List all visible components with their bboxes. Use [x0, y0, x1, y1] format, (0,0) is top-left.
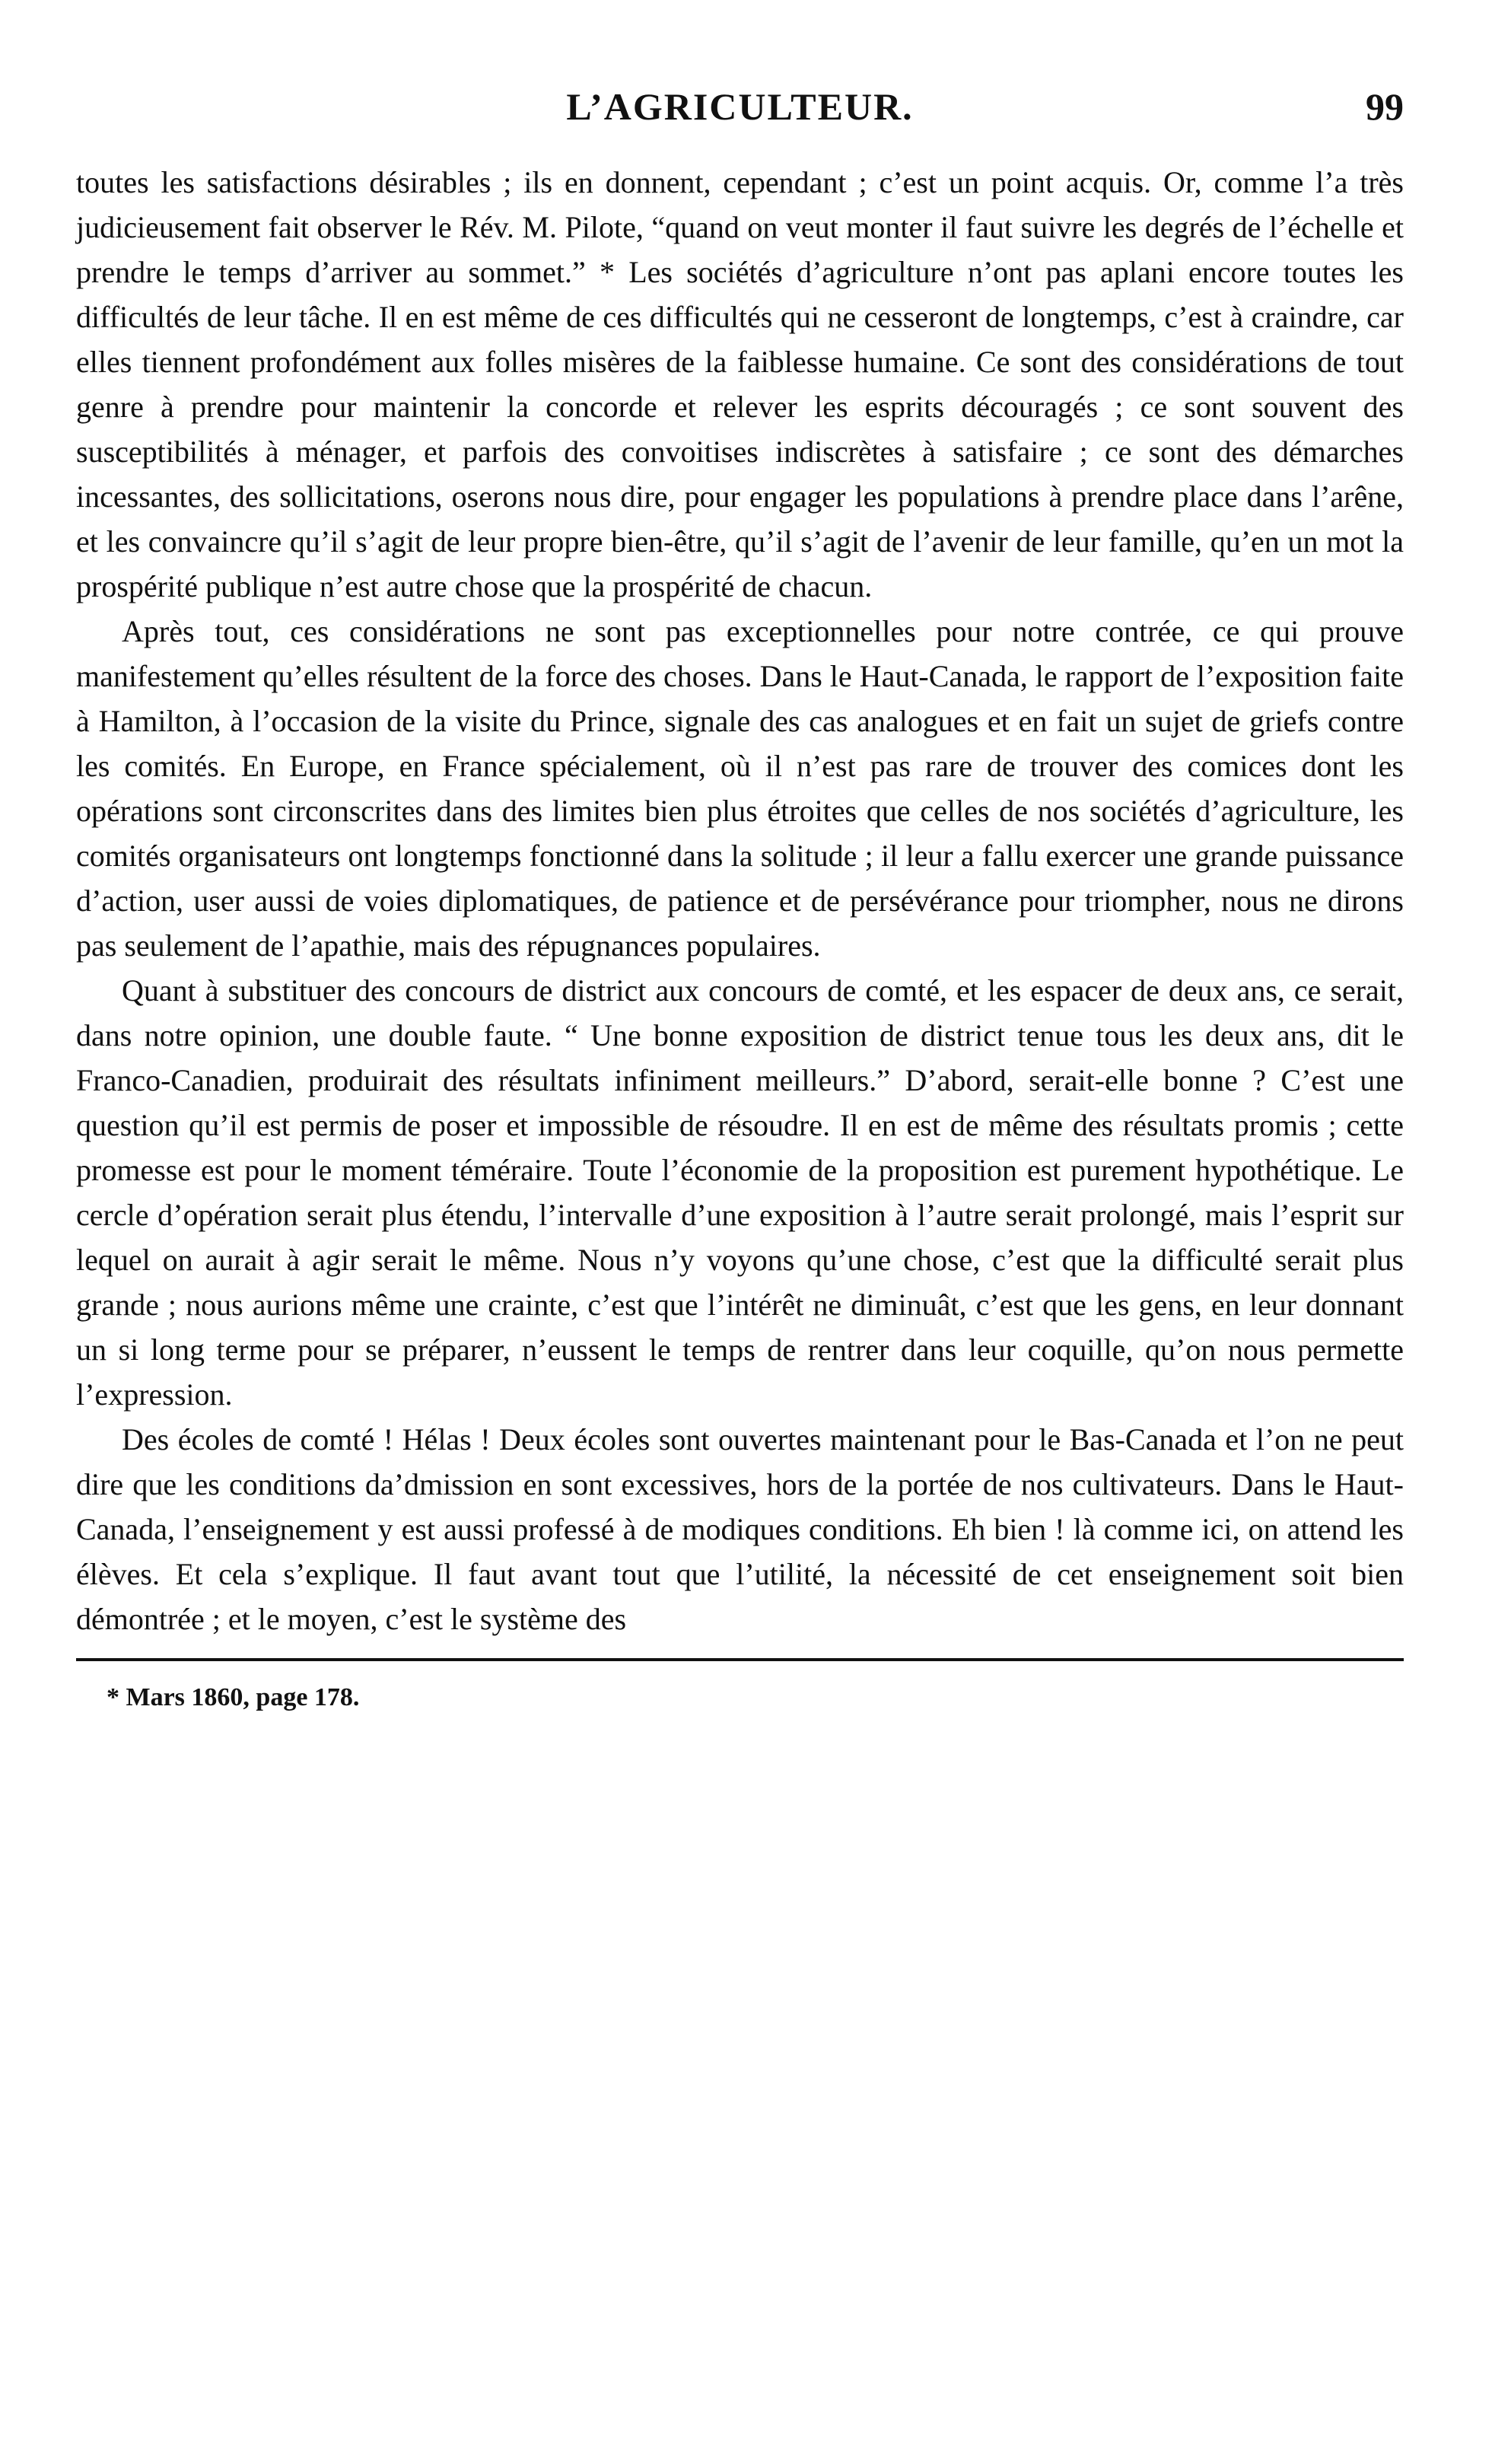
paragraph-1: toutes les satisfactions désirables ; ils en donnent, cependant ; c’est un point acquis. Or, comme l’a très judicieusement fait observer le Rév. M. Pilote, “quand on veut monter il faut suivre les degrés de l’échelle et prendre le temps d’arriver au sommet.” * Les sociétés d’agriculture n’ont pas aplani encore toutes les difficultés de leur tâche. Il en est même de ces difficultés qui ne cesseront de longtemps, c’est à craindre, car elles tiennent profondément aux folles misères de la faiblesse humaine. Ce sont des considérations de tout genre à prendre pour maintenir la concorde et relever les esprits découragés ; ce sont souvent des susceptibilités à ménager, et parfois des convoitises indiscrètes à satisfaire ; ce sont des démarches incessantes, des sollicitations, oserons nous dire, pour engager les populations à prendre place dans l’arêne, et les convaincre qu’il s’agit de leur propre bien-être, qu’il s’agit de l’avenir de leur famille, qu’en un mot la prospérité publique n’est autre chose que la prospérité de chacun.	[76, 165, 1404, 603]
paragraph-3: Quant à substituer des concours de district aux concours de comté, et les espacer de deux ans, ce serait, dans notre opinion, une double faute. “ Une bonne exposition de district tenue tous les deux ans, dit le Franco-Canadien, produirait des résultats infiniment meilleurs.” D’abord, serait-elle bonne ? C’est une question qu’il est permis de poser et impossible de résoudre. Il en est de même des résultats promis ; cette promesse est pour le moment téméraire. Toute l’économie de la proposition est purement hypothétique. Le cercle d’opération serait plus étendu, l’intervalle d’une exposition à l’autre serait prolongé, mais l’esprit sur lequel on aurait à agir serait le même. Nous n’y voyons qu’une chose, c’est que la difficulté serait plus grande ; nous aurions même une crainte, c’est que l’intérêt ne diminuât, c’est que les gens, en leur donnant un si long terme pour se préparer, n’eussent le temps de rentrer dans leur coquille, qu’on nous permette l’expression.	[76, 973, 1404, 1412]
paragraph-2: Après tout, ces considérations ne sont pas exceptionnelles pour notre contrée, ce qui prouve manifestement qu’elles résultent de la force des choses. Dans le Haut-Canada, le rapport de l’exposition faite à Hamilton, à l’occasion de la visite du Prince, signale des cas analogues et en fait un sujet de griefs contre les comités. En Europe, en France spécialement, où il n’est pas rare de trouver des comices dont les opérations sont circonscrites dans des limites bien plus étroites que celles de nos sociétés d’agriculture, les comités organisateurs ont longtemps fonctionné dans la solitude ; il leur a fallu exercer une grande puissance d’action, user aussi de voies diplomatiques, de patience et de persévérance pour triompher, nous ne dirons pas seulement de l’apathie, mais des répugnances populaires.	[76, 614, 1404, 963]
page-title: L’AGRICULTEUR.	[566, 85, 914, 128]
footnote-divider	[76, 1658, 1404, 1661]
running-head	[76, 84, 1404, 160]
page-number: 99	[1366, 85, 1404, 128]
footnote: * Mars 1860, page 178.	[107, 1683, 360, 1711]
body-text	[76, 160, 1404, 1641]
paragraph-4: Des écoles de comté ! Hélas ! Deux écoles sont ouvertes maintenant pour le Bas-Canada et l’on ne peut dire que les conditions da’dmission en sont excessives, hors de la portée de nos cultivateurs. Dans le Haut-Canada, l’enseignement y est aussi professé à de modiques conditions. Eh bien ! là comme ici, on attend les élèves. Et cela s’explique. Il faut avant tout que l’utilité, la nécessité de cet enseignement soit bien démontrée ; et le moyen, c’est le système des	[76, 1422, 1404, 1636]
book-page	[76, 84, 1404, 1714]
